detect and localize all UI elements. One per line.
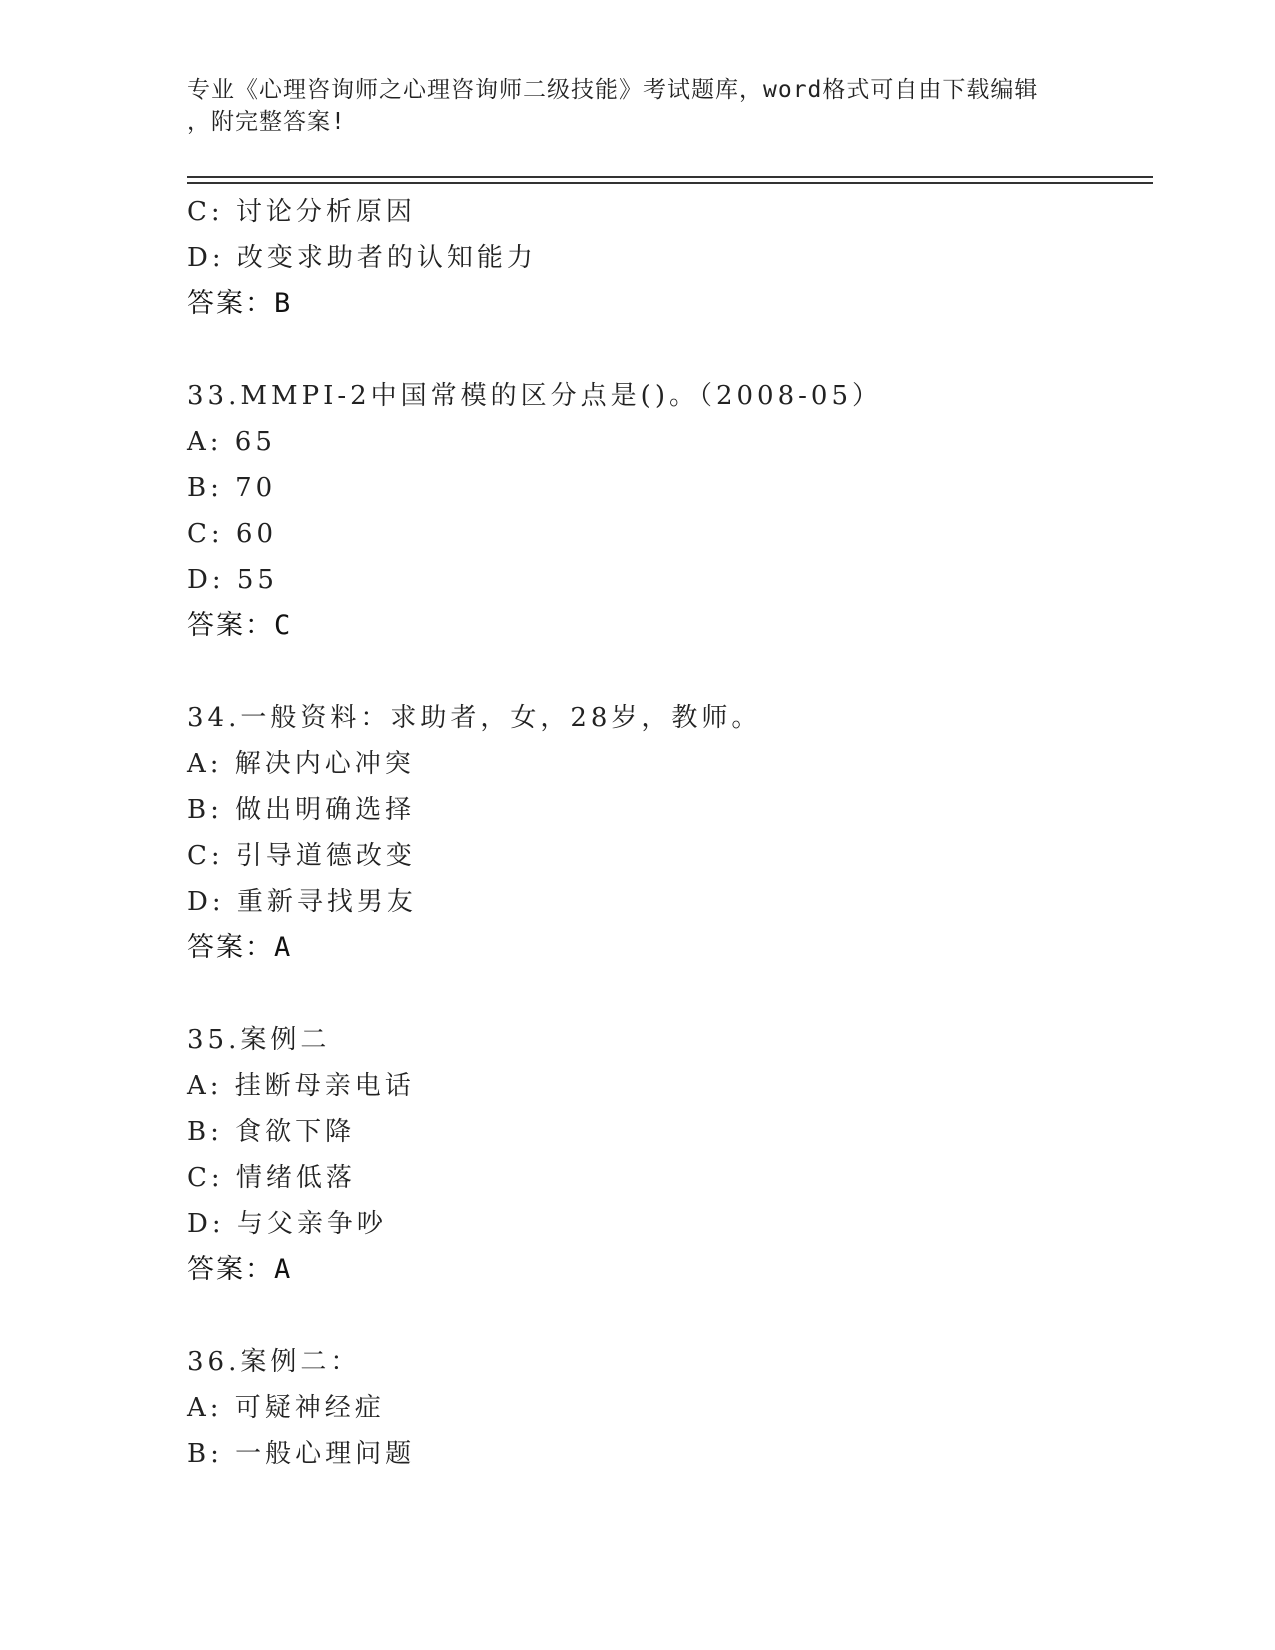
- option-c: C: 60: [187, 519, 278, 549]
- option-a: A: 65: [187, 427, 276, 457]
- document-header: [187, 74, 1087, 138]
- header-divider-bottom: [187, 182, 1153, 184]
- option-c: C: 讨论分析原因: [187, 197, 416, 227]
- option-b: B: 一般心理问题: [187, 1439, 416, 1469]
- answer-line: 答案：B: [187, 288, 293, 319]
- answer-line: 答案：A: [187, 932, 293, 963]
- option-a: A: 可疑神经症: [187, 1393, 385, 1423]
- spacer: [187, 327, 1147, 373]
- question-list: [187, 189, 1147, 1477]
- option-d: D: 重新寻找男友: [187, 887, 417, 917]
- spacer: [187, 971, 1147, 1017]
- question-stem: 35.案例二: [187, 1025, 331, 1055]
- option-b: B: 70: [187, 473, 277, 503]
- option-d: D: 55: [187, 565, 278, 595]
- option-c: C: 情绪低落: [187, 1163, 356, 1193]
- spacer: [187, 1293, 1147, 1339]
- answer-line: 答案：C: [187, 610, 293, 641]
- option-c: C: 引导道德改变: [187, 841, 416, 871]
- question-stem: 34.一般资料：求助者，女，28岁，教师。: [187, 703, 762, 733]
- option-a: A: 挂断母亲电话: [187, 1071, 415, 1101]
- question-33: [187, 373, 1147, 649]
- question-34: [187, 695, 1147, 971]
- question-stem: 36.案例二：: [187, 1347, 361, 1377]
- header-title-line-2: ，附完整答案!: [187, 109, 346, 135]
- spacer: [187, 649, 1147, 695]
- option-b: B: 食欲下降: [187, 1117, 356, 1147]
- question-stem: 33.MMPI-2中国常模的区分点是()。（2008-05）: [187, 381, 883, 411]
- answer-line: 答案：A: [187, 1254, 293, 1285]
- question-36: [187, 1339, 1147, 1477]
- option-b: B: 做出明确选择: [187, 795, 416, 825]
- option-d: D: 改变求助者的认知能力: [187, 243, 537, 273]
- option-d: D: 与父亲争吵: [187, 1209, 387, 1239]
- header-divider-top: [187, 176, 1153, 178]
- header-title-line-1: 专业《心理咨询师之心理咨询师二级技能》考试题库，word格式可自由下载编辑: [187, 77, 1039, 103]
- question-35: [187, 1017, 1147, 1293]
- question-32-continued: [187, 189, 1147, 327]
- option-a: A: 解决内心冲突: [187, 749, 415, 779]
